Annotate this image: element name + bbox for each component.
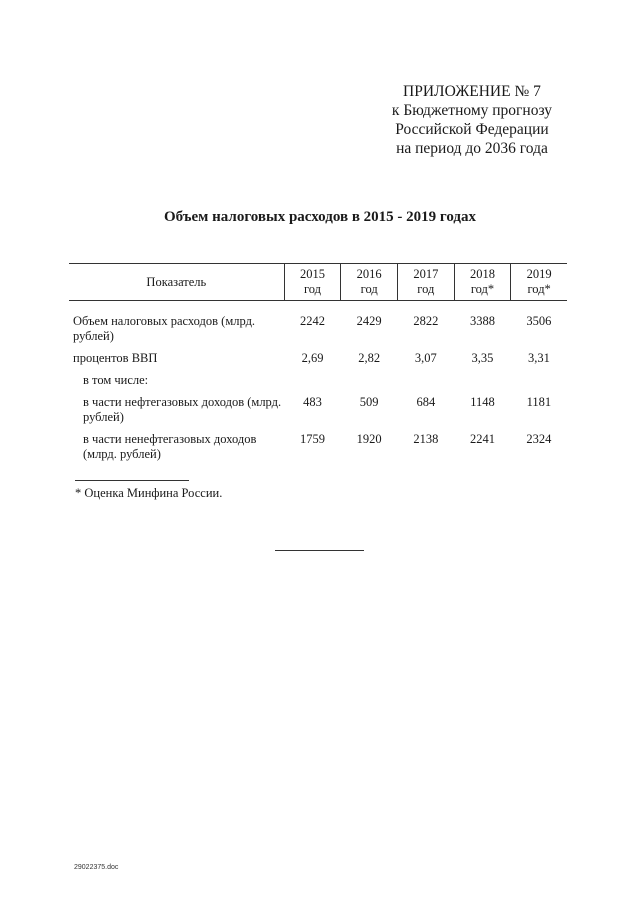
appendix-line-2: к Бюджетному прогнозу (391, 102, 552, 119)
row-label: Объем налоговых расходов (млрд. рублей) (73, 314, 256, 343)
row-label: процентов ВВП (73, 351, 158, 365)
spacer-row (69, 301, 567, 314)
year-label: 2018 (469, 267, 495, 281)
cell-value: 2,69 (301, 351, 324, 365)
cell-value: 1920 (356, 432, 382, 446)
year-label: 2016 (356, 267, 382, 281)
cell-value: 3,31 (527, 351, 550, 365)
cell-value: 509 (359, 395, 379, 409)
cell-value: 1181 (526, 395, 552, 409)
cell-value: 2,82 (358, 351, 381, 365)
end-divider (275, 550, 364, 551)
cell-value: 3,35 (471, 351, 494, 365)
document-title: Объем налоговых расходов в 2015 - 2019 годах (163, 209, 477, 225)
table-row (69, 431, 567, 468)
cell-value: 1148 (470, 395, 495, 409)
header-indicator: Показатель (69, 264, 284, 301)
cell-value: 684 (416, 395, 436, 409)
cell-value: 2242 (300, 314, 326, 328)
year-label: 2015 (300, 267, 326, 281)
footnote-divider (75, 480, 189, 481)
row-label: в части ненефтегазовых доходов (млрд. рублей) (83, 432, 257, 461)
footnote: * Оценка Минфина России. (75, 486, 223, 500)
year-unit: год (303, 282, 322, 296)
year-label: 2017 (413, 267, 439, 281)
year-unit: год (360, 282, 378, 296)
year-unit: год* (470, 282, 495, 296)
appendix-number: ПРИЛОЖЕНИЕ № 7 (403, 83, 541, 100)
table-row (69, 313, 567, 350)
cell-value: 2429 (356, 314, 382, 328)
header-year (454, 264, 511, 301)
cell-value: 3,07 (414, 351, 437, 365)
table-row (69, 394, 567, 431)
cell-value: 2324 (526, 432, 552, 446)
cell-value: 2822 (413, 314, 439, 328)
cell-value: 1759 (300, 432, 326, 446)
appendix-line-4: на период до 2036 года (396, 140, 548, 157)
cell-value: 483 (303, 395, 322, 409)
year-unit: год* (527, 282, 551, 296)
cell-value: 3388 (469, 314, 495, 328)
cell-value: 2241 (469, 432, 495, 446)
table-row (69, 350, 567, 372)
year-unit: год (417, 282, 435, 296)
appendix-header (392, 82, 552, 158)
cell-value: 2138 (413, 432, 439, 446)
header-year (341, 264, 398, 301)
year-label: 2019 (526, 267, 552, 281)
header-year (511, 264, 567, 301)
document-id: 29022375.doc (74, 864, 119, 871)
row-label: в части нефтегазовых доходов (млрд. рублей) (83, 395, 282, 424)
header-year (398, 264, 455, 301)
header-year (284, 264, 341, 301)
table-header-row (69, 264, 567, 301)
cell-value: 3506 (526, 314, 552, 328)
appendix-line-3: Российской Федерации (395, 121, 549, 138)
table-row (69, 372, 567, 394)
tax-expenditures-table (69, 263, 567, 468)
row-label: в том числе: (83, 373, 149, 387)
